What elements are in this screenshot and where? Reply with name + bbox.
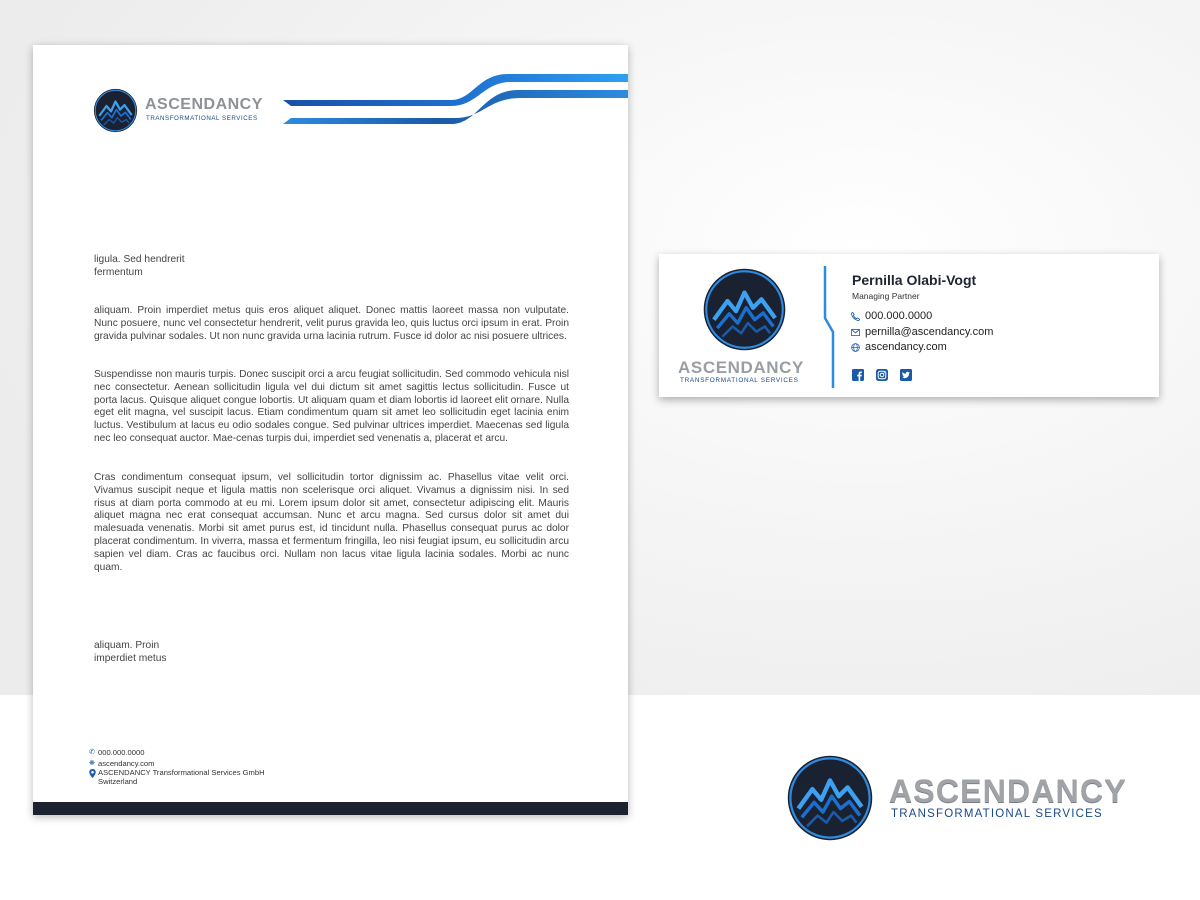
closing-line: aliquam. Proin [94,640,160,651]
primary-brand-tagline: TRANSFORMATIONAL SERVICES [891,808,1103,820]
globe-icon: ❋ [89,760,95,767]
twitter-icon[interactable] [900,369,912,381]
letterhead-footer [89,747,265,786]
signature-divider [823,266,839,388]
phone-icon [851,312,865,321]
primary-brand-name: ASCENDANCY [889,773,1127,809]
body-paragraph: Cras condimentum consequat ipsum, vel sollicitudin tortor dignissim ac. Phasellus vitae velit orci. Vivamus suscipit neque et ligula mattis non scelerisque orci aliquet. Vivamus a dignissim nisi. In sed risus at diam porta commodo at eu mi. Lorem ipsum dolor sit amet, consectetur adipiscing elit. Mauris aliquet magna nec erat consequat accumsan. Nunc et arcu magna. Sed cursus dolor sit amet dui malesuada venenatis. Morbi sit amet purus est, id tincidunt nulla. Phasellus consequat purus ac dolor placerat condimentum. In viverra, massa et fermentum fringilla, leo nisi feugiat ipsum, eu sollicitudin arcu sapien vel diam. Cras ac faucibus orci. Nullam non lacus vitae ligula lacinia sodales. Morbi ac nunc quam. [94,472,569,573]
letterhead-brand-name: ASCENDANCY [145,96,263,113]
signature-brand-name: ASCENDANCY [678,358,804,377]
footer-phone: 000.000.0000 [98,748,145,757]
body-paragraph: aliquam. Proin imperdiet metus quis eros aliquet aliquet. Donec mattis laoreet massa non vulputate. Nunc posuere, nunc vel consectetur hendrerit, velit purus gravida leo, quis luctus orci ipsum in erat. Proin gravida pulvinar sodales. Ut non nunc gravida urna lacinia rutrum. Fusce id dolor ac nisi posuere ultrices. [94,305,569,342]
footer-address-line1: ASCENDANCY Transformational Services GmbH [98,768,265,777]
mountain-logo-icon [702,267,787,352]
header-swoosh-graphic [283,72,628,124]
salutation [94,254,569,280]
signature-email[interactable]: pernilla@ascendancy.com [865,325,994,338]
footer-address-line2: Switzerland [98,776,138,786]
mountain-logo-icon [93,88,138,133]
phone-icon: ✆ [89,749,95,756]
letterhead-footer-bar [33,802,628,815]
letterhead-logo [93,88,278,136]
location-pin-icon [89,769,98,782]
salutation-line: fermentum [94,266,143,278]
email-signature-card [659,254,1159,397]
signature-contacts [851,309,993,356]
facebook-icon[interactable] [852,369,864,381]
signature-brand-tagline: TRANSFORMATIONAL SERVICES [680,377,799,384]
body-paragraph: Suspendisse non mauris turpis. Donec suscipit orci a arcu feugiat sollicitudin. Sed commodo vehicula nisl nec consectetur. Aenean sollicitudin ligula vel dui dictum sit amet sagittis lectus sollicitudin. Fusce ut porta lacus. Quisque aliquet congue lobortis. Ut aliquam quam et diam lobortis id laoreet elit ornare. Nulla eget elit magna, vel suscipit lacus. Etiam condimentum quam sit amet leo sollicitudin eget lacinia enim luctus. Vestibulum at lacus eu odio sodales congue. Sed pulvinar ultrices imperdiet. Maecenas sed ligula nec leo consequat auctor. Mae-cenas turpis dui, imperdiet sed venenatis a, placerat et arcu. [94,369,569,444]
closing-line: imperdiet metus [94,653,167,664]
salutation-line: ligula. Sed hendrerit [94,254,185,265]
footer-website: ascendancy.com [98,759,155,768]
letterhead-brand-tagline: TRANSFORMATIONAL SERVICES [146,115,258,122]
envelope-icon [851,329,865,336]
signature-job-title: Managing Partner [852,291,920,301]
globe-icon [851,343,865,352]
signature-website[interactable]: ascendancy.com [865,341,947,353]
signature-person-name: Pernilla Olabi-Vogt [852,272,977,288]
primary-logo [786,754,1131,844]
closing [94,639,166,665]
letterhead-page [33,45,628,815]
signature-phone[interactable]: 000.000.0000 [865,310,933,322]
signature-social-links [852,369,912,381]
mountain-logo-icon [786,754,874,842]
instagram-icon[interactable] [876,369,888,381]
